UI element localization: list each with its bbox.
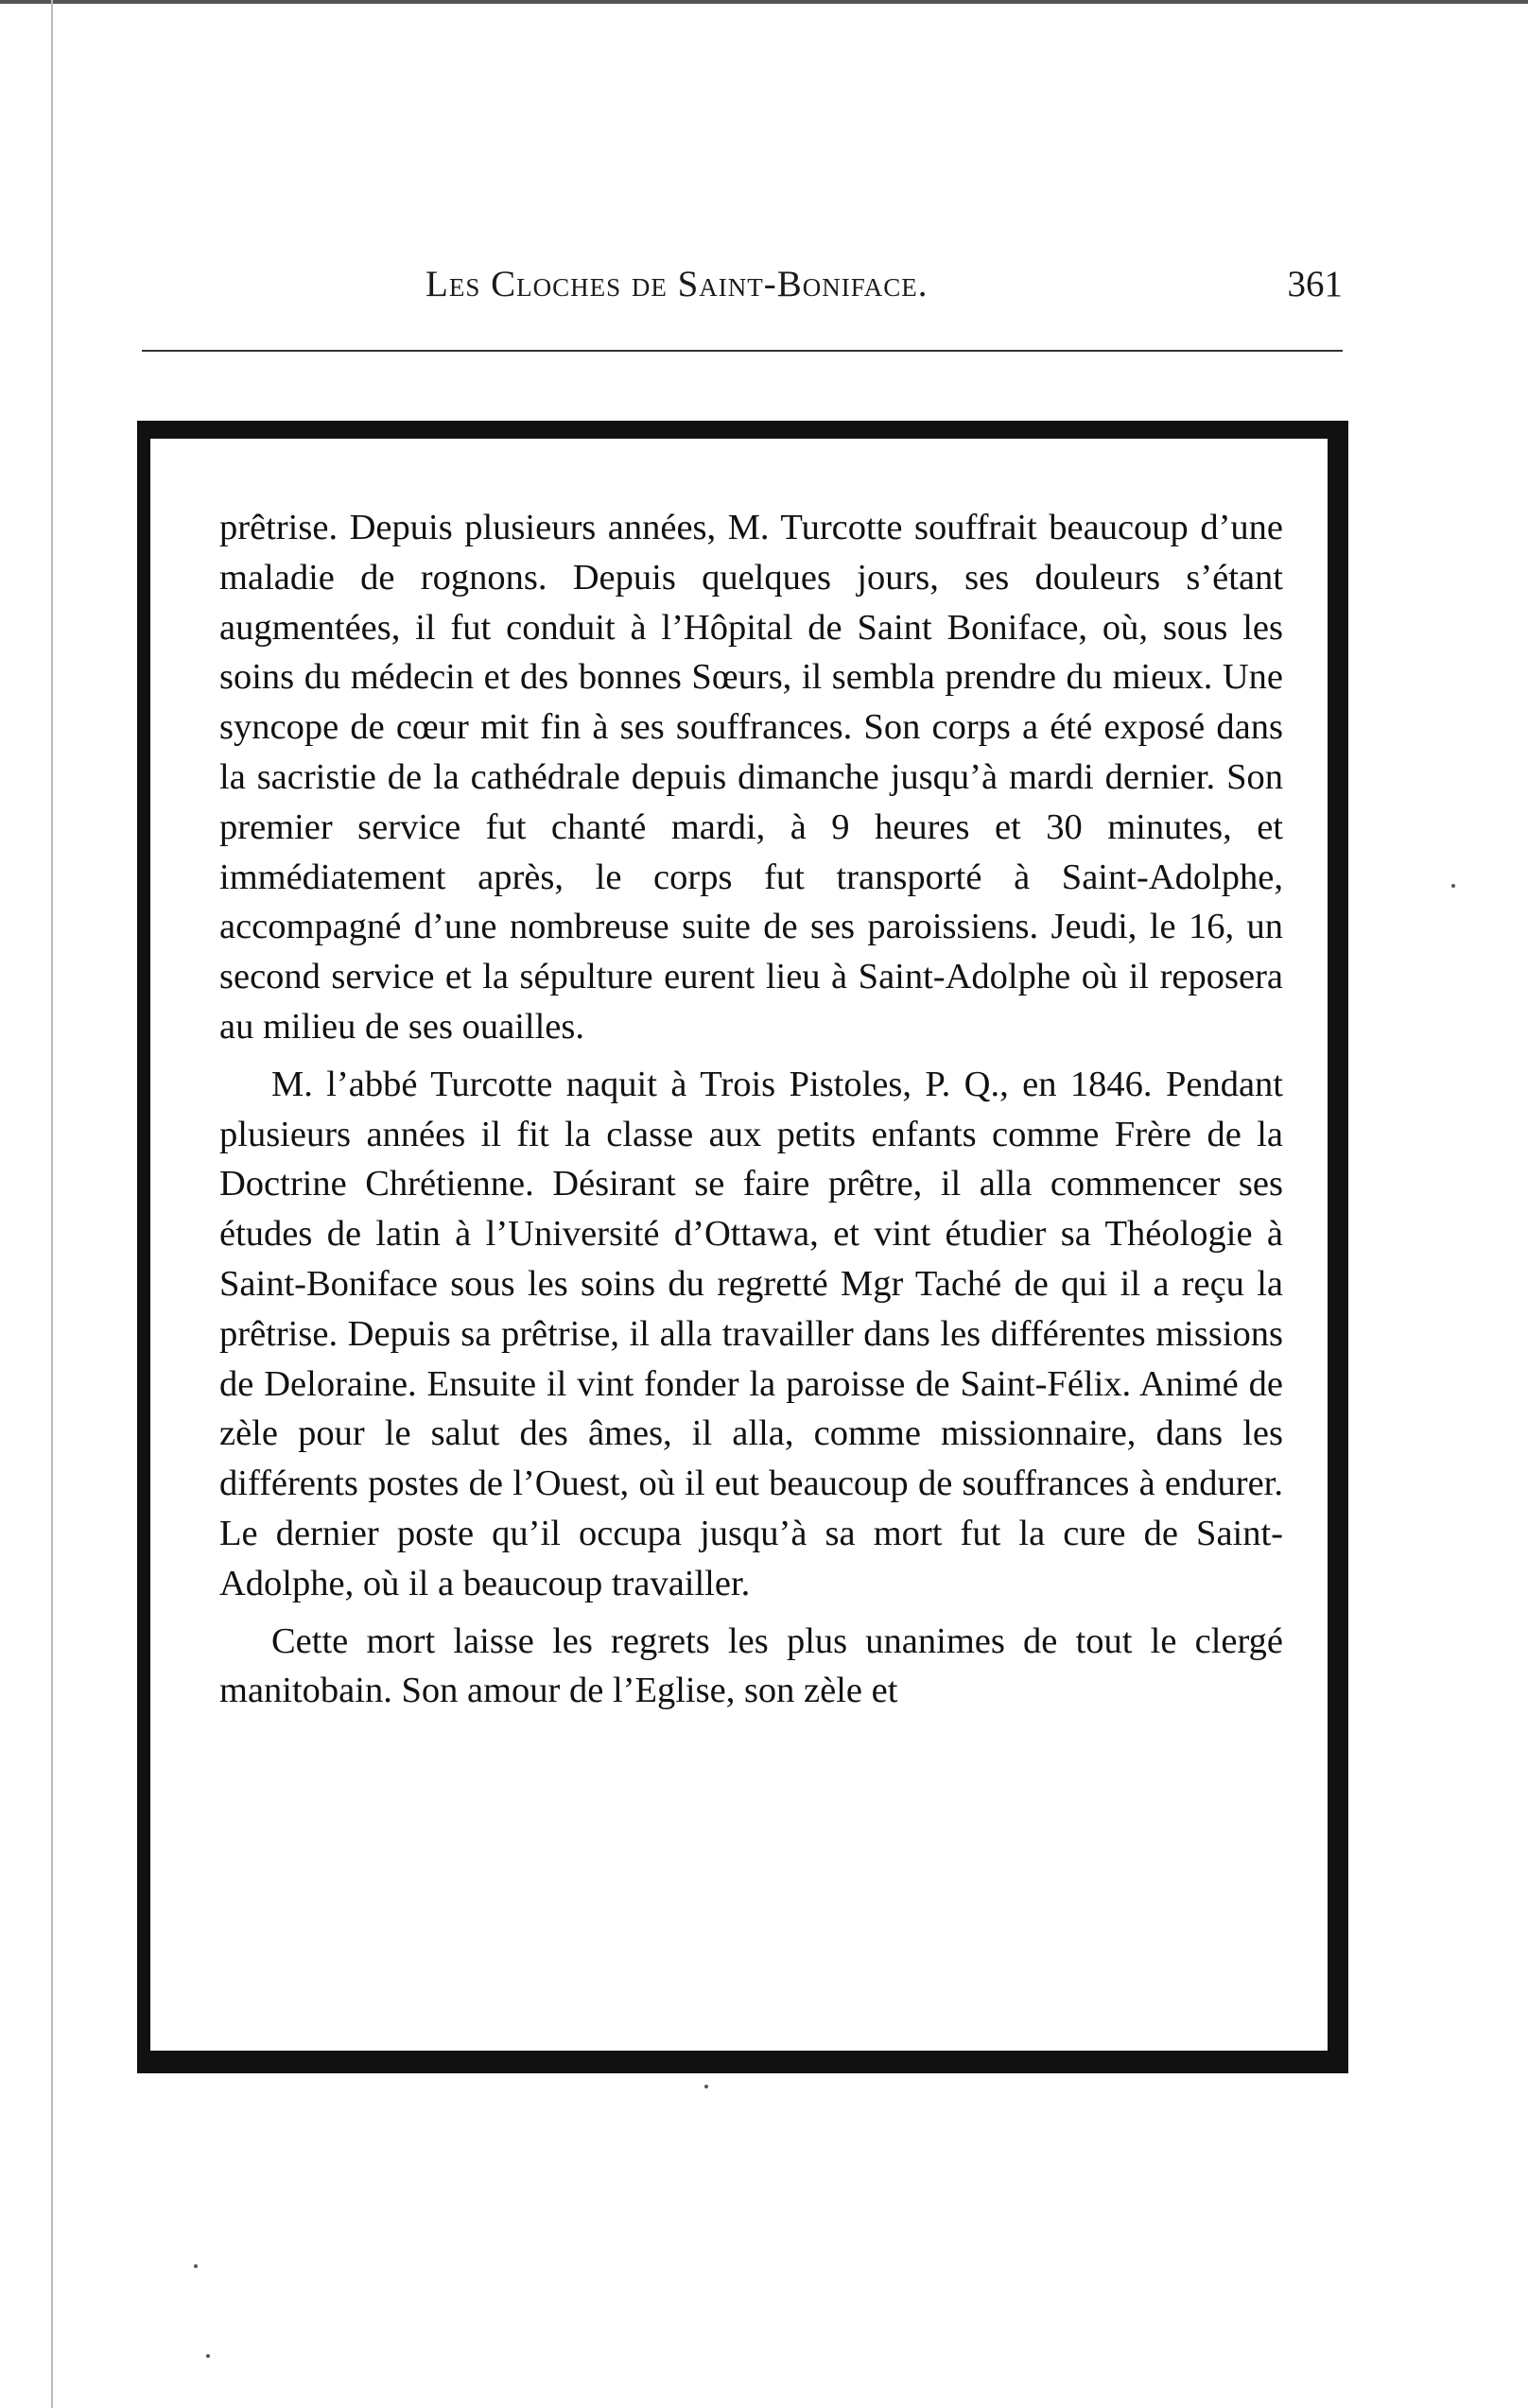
paragraph: prêtrise. Depuis plusieurs années, M. Turcotte souffrait beaucoup d’une maladie de rognons. Depuis quelques jours, ses douleurs s’étant augmentées, il fut conduit à l’Hôpital de Saint Boniface, où, sous les soins du médecin et des bonnes Sœurs, il sembla prendre du mieux. Une syncope de cœur mit fin à ses souffrances. Son corps a été exposé dans la sacristie de la cathédrale depuis dimanche jusqu’à mardi dernier. Son premier service fut chanté mardi, à 9 heures et 30 minutes, et immédiatement après, le corps fut transporté à Saint-Adolphe, accompagné d’une nombreuse suite de ses paroissiens. Jeudi, le 16, un second service et la sépulture eurent lieu à Saint-Adolphe où il reposera au milieu de ses ouailles.	[219, 508, 1283, 1047]
body-text	[219, 503, 1283, 1716]
ink-speck	[194, 2264, 198, 2268]
ink-speck	[206, 2354, 210, 2358]
black-mourning-border	[137, 421, 1348, 2073]
paragraph: M. l’abbé Turcotte naquit à Trois Pistoles, P. Q., en 1846. Pendant plusieurs années il fit la classe aux petits enfants comme Frère de la Doctrine Chrétienne. Désirant se faire prêtre, il alla commencer ses études de latin à l’Université d’Ottawa, et vint étudier sa Théologie à Saint-Boniface sous les soins du regretté Mgr Taché de qui il a reçu la prêtrise. Depuis sa prêtrise, il alla travailler dans les différentes missions de Deloraine. Ensuite il vint fonder la paroisse de Saint-Félix. Animé de zèle pour le salut des âmes, il alla, comme missionnaire, dans les différents postes de l’Ouest, où il eut beaucoup de souffrances à endurer. Le dernier poste qu’il occupa jusqu’à sa mort fut la cure de Saint-Adolphe, où il a beaucoup travailler.	[219, 1064, 1283, 1603]
page-number: 361	[1287, 264, 1343, 304]
ink-speck	[704, 2085, 708, 2088]
top-edge-rule	[0, 0, 1528, 4]
running-title: Les Cloches de Saint-Boniface.	[425, 264, 929, 304]
binding-edge-rule	[51, 0, 53, 2408]
running-head	[142, 263, 1343, 320]
ink-speck	[1451, 884, 1455, 888]
paragraph: Cette mort laisse les regrets les plus unanimes de tout le clergé manitobain. Son amour de l’Eglise, son zèle et	[219, 1620, 1283, 1711]
header-rule	[142, 350, 1343, 352]
